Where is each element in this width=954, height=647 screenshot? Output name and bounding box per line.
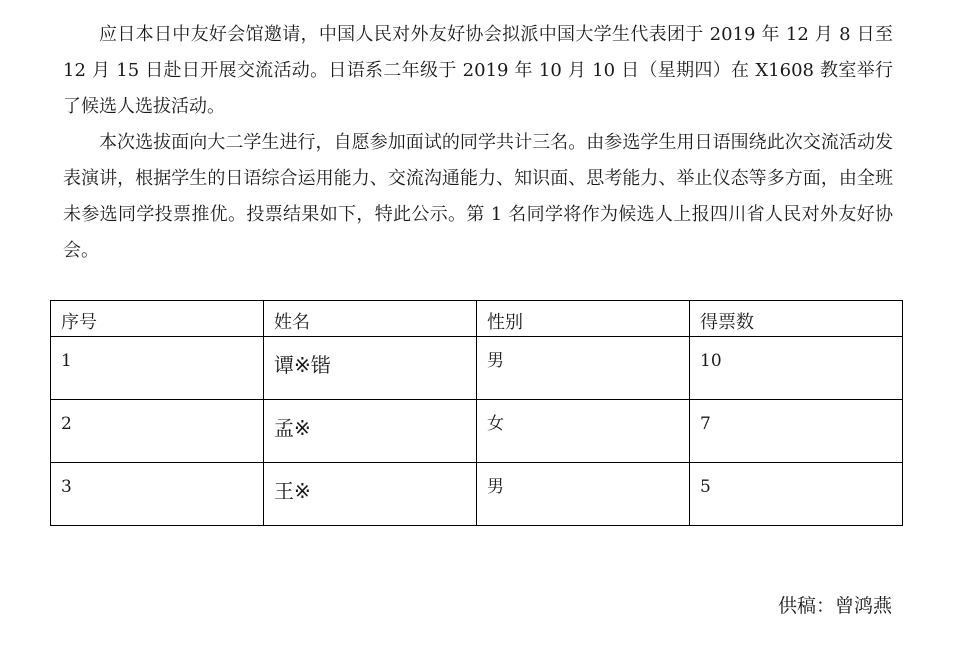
table-row bbox=[51, 463, 903, 526]
cell-serial-number: 3 bbox=[51, 463, 264, 526]
cell-gender: 男 bbox=[477, 337, 690, 400]
cell-serial-number: 2 bbox=[51, 400, 264, 463]
announcement-paragraph-1: 应日本日中友好会馆邀请，中国人民对外友好协会拟派中国大学生代表团于 2019 年 12 月 8 日至 12 月 15 日赴日开展交流活动。日语系二年级于 2019 年 10 月 10 日（星期四）在 X1608 教室举行了候选人选拔活动。 bbox=[63, 24, 893, 117]
cell-vote-count: 10 bbox=[690, 337, 903, 400]
cell-vote-count: 7 bbox=[690, 400, 903, 463]
cell-name: 王※ bbox=[264, 463, 477, 526]
cell-vote-count: 5 bbox=[690, 463, 903, 526]
table-header-row bbox=[51, 301, 903, 337]
announcement-paragraph-2: 本次选拔面向大二学生进行，自愿参加面试的同学共计三名。由参选学生用日语围绕此次交流活动发表演讲，根据学生的日语综合运用能力、交流沟通能力、知识面、思考能力、举止仪态等多方面，由全班未参选同学投票推优。投票结果如下，特此公示。第 1 名同学将作为候选人上报四川省人民对外友好协会。 bbox=[63, 132, 893, 261]
vote-results-table bbox=[50, 300, 903, 526]
cell-name: 孟※ bbox=[264, 400, 477, 463]
author-signature: 供稿：曾鸿燕 bbox=[777, 595, 892, 617]
table-row bbox=[51, 337, 903, 400]
header-gender: 性别 bbox=[477, 301, 690, 337]
header-name: 姓名 bbox=[264, 301, 477, 337]
table-row bbox=[51, 400, 903, 463]
header-serial-number: 序号 bbox=[51, 301, 264, 337]
cell-name: 谭※锴 bbox=[264, 337, 477, 400]
cell-gender: 女 bbox=[477, 400, 690, 463]
cell-serial-number: 1 bbox=[51, 337, 264, 400]
header-vote-count: 得票数 bbox=[690, 301, 903, 337]
cell-gender: 男 bbox=[477, 463, 690, 526]
